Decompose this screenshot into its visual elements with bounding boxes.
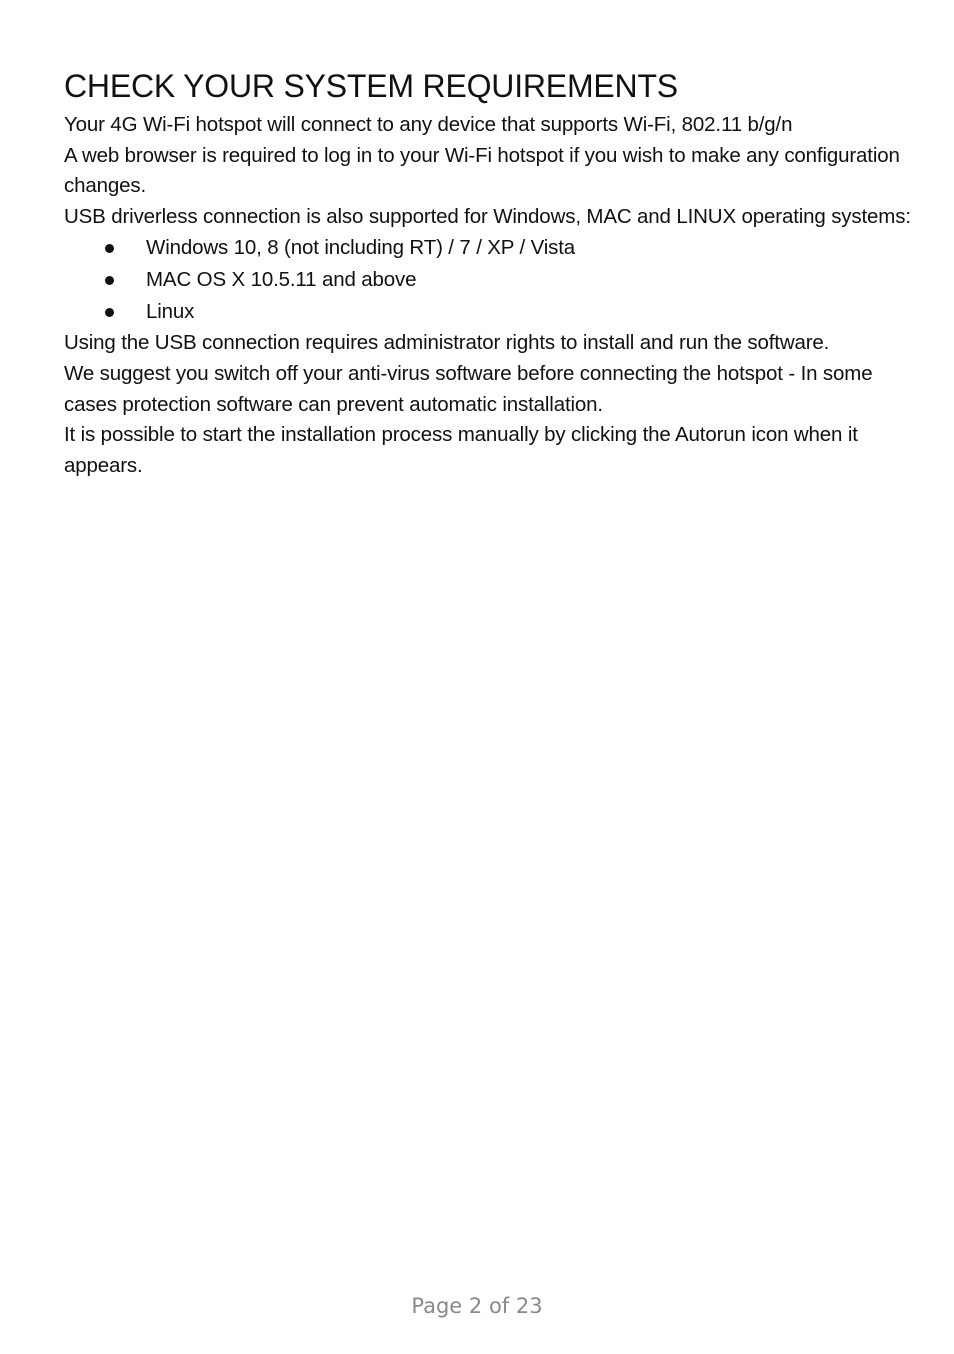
paragraph-usb-driverless: USB driverless connection is also supported for Windows, MAC and LINUX operating systems: [64,204,911,228]
bullet-icon [105,308,114,317]
paragraph-autorun: It is possible to start the installation process manually by clicking the Autorun icon when it appears. [64,423,858,477]
document-page [64,62,914,481]
paragraph-web-browser: A web browser is required to log in to your Wi-Fi hotspot if you wish to make any configuration changes. [64,143,900,198]
list-item [64,264,914,296]
paragraph-admin-rights: Using the USB connection requires administrator rights to install and run the software. [64,331,830,355]
page-heading: CHECK YOUR SYSTEM REQUIREMENTS [64,68,678,104]
bullet-icon [105,276,114,285]
paragraph-antivirus: We suggest you switch off your anti-virus software before connecting the hotspot - In some cases protection software can prevent automatic installation. [64,361,873,416]
page-number-footer: Page 2 of 23 [411,1294,543,1318]
bullet-icon [105,244,114,253]
os-list-item-mac: MAC OS X 10.5.11 and above [146,268,417,292]
os-list-item-windows: Windows 10, 8 (not including RT) / 7 / XP / Vista [146,236,576,260]
os-list [64,232,914,328]
list-item [64,232,914,264]
list-item [64,296,914,328]
os-list-item-linux: Linux [146,300,195,324]
paragraph-wifi-support: Your 4G Wi-Fi hotspot will connect to any device that supports Wi-Fi, 802.11 b/g/n [64,113,793,136]
